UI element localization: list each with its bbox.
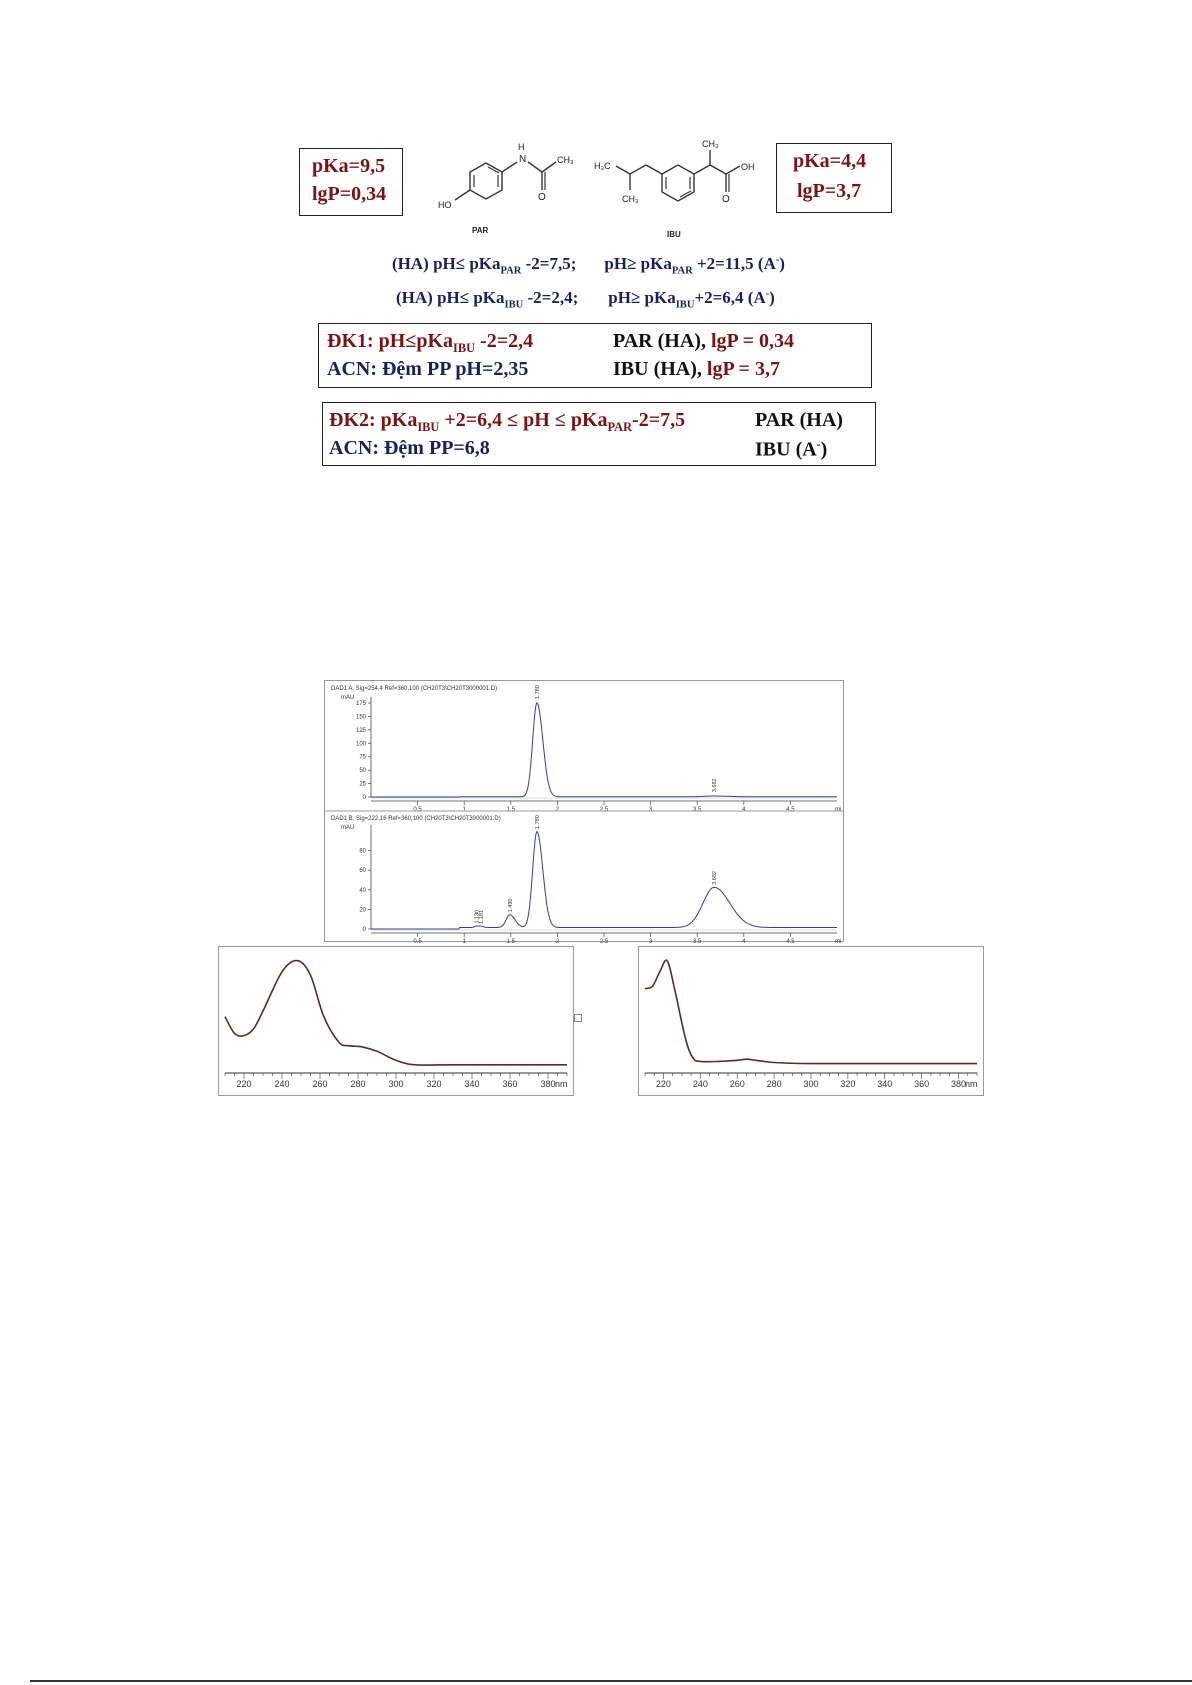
uv-spectrum-ibu-panel xyxy=(638,946,984,1096)
chromatogram-y-tick-label: 0 xyxy=(362,795,366,801)
uv-ibu-x-tick-label: 300 xyxy=(803,1079,819,1089)
uv-par-x-tick-label: 220 xyxy=(236,1079,252,1089)
chromatogram-x-tick-label: 2 xyxy=(555,807,560,813)
chromatogram-y-tick-label: 0 xyxy=(362,927,366,933)
chromatogram-x-tick-label: 1.5 xyxy=(506,807,515,813)
ibu-property-box xyxy=(776,143,892,213)
chromatogram-y-tick-label: 175 xyxy=(355,701,366,707)
chromatogram-peak-label: 1.780 xyxy=(534,685,541,699)
dk2-l1a: ĐK2: pKa xyxy=(329,409,418,431)
dk1-l1a-sub: IBU xyxy=(453,341,476,355)
dk1-l1a: ĐK1: pH≤pKa xyxy=(327,330,453,352)
chromatogram-x-tick-label: 4 xyxy=(742,807,746,813)
chromatogram-ylabel: mAU xyxy=(341,825,355,831)
page-bottom-rule xyxy=(30,1680,1192,1682)
eq2-c-sub: IBU xyxy=(675,299,695,311)
uv-ibu-spectrum-line xyxy=(645,960,977,1064)
chromatogram-y-tick-label: 125 xyxy=(355,727,366,734)
dk1-l2a: ACN: Đệm PP xyxy=(327,358,456,380)
par-property-box xyxy=(299,148,403,216)
dk2-l1b: +2=6,4 ≤ pH ≤ pKa xyxy=(439,409,608,431)
chromatogram-trace xyxy=(371,703,837,797)
dk2-l1b-sub: PAR xyxy=(607,420,633,434)
chromatogram-y-tick-label: 75 xyxy=(359,754,366,761)
chromatogram-xlabel: mi xyxy=(835,807,842,813)
uv-par-x-tick-label: 240 xyxy=(274,1079,290,1089)
eq1-c-sub: PAR xyxy=(671,265,693,277)
chromatogram-x-tick-label: 4.5 xyxy=(786,807,795,813)
eq1-a: (HA) pH≤ pKa xyxy=(392,254,501,273)
uv-par-x-tick-label: 260 xyxy=(312,1079,328,1089)
ibu-label: IBU xyxy=(667,230,681,239)
chromatogram-xlabel: mi xyxy=(835,939,842,945)
dk1-line2 xyxy=(327,358,528,381)
ibu-atom-ch3-low: CH₃ xyxy=(622,194,639,204)
equation-line-par xyxy=(392,254,785,276)
eq2-a: (HA) pH≤ pKa xyxy=(396,288,505,307)
ibu-structure xyxy=(592,138,782,244)
uv-par-x-tick-label: 320 xyxy=(426,1079,442,1089)
dk2-l2b-sup: - xyxy=(816,437,821,451)
chromatogram-peak-label: 1.490 xyxy=(507,898,514,913)
chromatogram-x-tick-label: 1.5 xyxy=(506,939,515,945)
eq1-c: pH≥ pKa xyxy=(604,254,672,273)
par-pka: pKa=9,5 xyxy=(312,155,386,177)
uv-ibu-x-tick-label: 280 xyxy=(766,1079,782,1089)
uv-ibu-x-tick-label: 220 xyxy=(655,1079,671,1089)
uv-par-x-axis-group xyxy=(225,1073,568,1089)
chromatogram-x-tick-label: 2.5 xyxy=(599,939,609,945)
eq2-d: +2=6,4 (A xyxy=(694,288,766,307)
dk2-l2c: ) xyxy=(820,438,828,461)
par-label: PAR xyxy=(472,226,489,235)
dk2-line1 xyxy=(329,409,685,435)
chromatogram-y-tick-label: 60 xyxy=(359,868,366,875)
chromatogram-peak-label: 3.682 xyxy=(712,871,719,885)
uv-spectrum-par-panel xyxy=(218,946,574,1096)
chromatogram-x-tick-label: 0.5 xyxy=(413,939,422,945)
uv-ibu-xlabel: nm xyxy=(965,1079,978,1089)
par-atom-o: O xyxy=(538,192,546,203)
chromatogram-x-tick-label: 4 xyxy=(742,939,746,945)
uv-par-x-tick-label: 380 xyxy=(540,1079,556,1089)
ibu-atom-oh: OH xyxy=(741,162,755,172)
dk1-l2d: lgP = 3,7 xyxy=(706,358,780,380)
uv-spectrum-ibu-svg xyxy=(639,947,983,1095)
uv-ibu-x-axis-group xyxy=(645,1073,978,1089)
chromatogram-y-tick-label: 40 xyxy=(359,887,366,894)
chromatogram-x-tick-label: 1 xyxy=(462,939,466,945)
uv-ibu-x-tick-label: 360 xyxy=(914,1079,930,1089)
chromatogram-peak-label: 1.130 xyxy=(474,909,481,924)
uv-par-x-tick-label: 280 xyxy=(350,1079,366,1089)
chromatogram-peak-label: 3.682 xyxy=(712,778,719,793)
dk1-line1 xyxy=(327,330,533,356)
uv-ibu-x-tick-label: 380 xyxy=(951,1079,967,1089)
eq2-e: ) xyxy=(769,288,775,307)
resize-handle-marker xyxy=(574,1014,582,1022)
chromatogram-svg xyxy=(325,681,843,945)
chromatogram-y-tick-label: 80 xyxy=(359,848,366,855)
chromatogram-y-tick-label: 25 xyxy=(359,781,366,788)
dk2-box xyxy=(322,402,876,466)
equation-line-ibu xyxy=(396,288,775,310)
eq2-d-sup: - xyxy=(765,288,770,300)
dk2-ibu-state xyxy=(755,437,827,462)
par-atom-n: N xyxy=(519,154,527,165)
dk2-l1c: -2=7,5 xyxy=(632,409,686,431)
chromatogram-x-tick-label: 3.5 xyxy=(693,939,702,945)
dk1-l2c: IBU (HA), xyxy=(613,358,707,380)
ibu-atom-ch3-top: CH₃ xyxy=(702,139,719,149)
par-atom-ho: HO xyxy=(438,200,452,210)
dk2-l1a-sub: IBU xyxy=(417,420,440,434)
par-atom-nh: H xyxy=(518,142,525,152)
chromatogram-x-tick-label: 2 xyxy=(555,939,560,945)
eq1-e: ) xyxy=(779,254,785,273)
chromatogram-trace xyxy=(371,832,837,930)
ibu-atom-o: O xyxy=(722,194,730,205)
dk1-l2b: pH=2,35 xyxy=(455,358,529,380)
par-lgp: lgP=0,34 xyxy=(312,183,387,205)
chromatogram-x-tick-label: 4.5 xyxy=(786,939,795,945)
ibu-pka: pKa=4,4 xyxy=(793,150,867,172)
uv-par-x-tick-label: 360 xyxy=(502,1079,518,1089)
dk2-par-state: PAR (HA) xyxy=(755,409,843,431)
chromatogram-y-tick-label: 150 xyxy=(355,714,366,721)
chromatogram-x-tick-label: 3.5 xyxy=(693,807,702,813)
eq1-a-sub: PAR xyxy=(500,265,522,277)
chromatogram-y-tick-label: 20 xyxy=(359,907,366,914)
chromatogram-x-tick-label: 3 xyxy=(648,807,653,813)
uv-spectrum-par-svg xyxy=(219,947,573,1095)
dk1-l1d: lgP = 0,34 xyxy=(710,330,795,352)
chromatogram-y-tick-label: 100 xyxy=(355,741,366,748)
chromatogram-x-tick-label: 2.5 xyxy=(599,807,609,813)
eq2-b: -2=2,4; xyxy=(523,288,579,307)
chromatogram-peak-label: 1.181 xyxy=(479,910,486,924)
dk1-l1c: PAR (HA), xyxy=(613,330,711,352)
dk1-condition xyxy=(327,330,534,355)
uv-ibu-x-tick-label: 240 xyxy=(692,1079,708,1089)
uv-par-x-tick-label: 300 xyxy=(388,1079,404,1089)
chromatogram-peak-label: 1.780 xyxy=(534,815,541,829)
chromatogram-1 xyxy=(331,685,841,813)
par-structure xyxy=(430,140,600,240)
uv-par-spectrum-line xyxy=(225,961,567,1066)
dk1-par-state xyxy=(613,330,794,353)
chromatogram-x-tick-label: 1 xyxy=(462,807,466,813)
eq2-c: pH≥ pKa xyxy=(608,288,676,307)
uv-par-xlabel: nm xyxy=(555,1079,568,1089)
chromatogram-panel xyxy=(324,680,844,945)
chromatogram-ylabel: mAU xyxy=(341,695,355,701)
uv-par-x-tick-label: 340 xyxy=(464,1079,480,1089)
dk1-box xyxy=(318,323,872,388)
dk1-l1b: -2=2,4 xyxy=(475,330,534,352)
chromatogram-y-tick-label: 50 xyxy=(359,768,366,775)
chromatogram-title: DAD1 B, Sig=222,16 Ref=360,100 (CH20T3\CH20T3000001.D) xyxy=(331,816,501,822)
uv-ibu-x-tick-label: 260 xyxy=(729,1079,745,1089)
par-atom-ch3: CH₃ xyxy=(557,155,574,165)
eq1-b: -2=7,5; xyxy=(521,254,577,273)
dk2-l2b: IBU (A xyxy=(755,438,817,461)
chromatogram-2 xyxy=(325,811,843,945)
dk1-ibu-state xyxy=(613,358,780,381)
ibu-lgp: lgP=3,7 xyxy=(797,180,862,202)
uv-ibu-x-tick-label: 340 xyxy=(877,1079,893,1089)
chromatogram-title: DAD1 A, Sig=254,4 Ref=360,100 (CH20T3\CH20T3000001.D) xyxy=(331,686,498,692)
chromatogram-x-tick-label: 0.5 xyxy=(413,807,422,813)
eq1-d-sup: - xyxy=(775,254,780,266)
eq2-a-sub: IBU xyxy=(504,299,524,311)
dk2-line2: ACN: Đệm PP=6,8 xyxy=(329,437,490,459)
eq1-d: +2=11,5 (A xyxy=(692,254,776,273)
ibu-atom-h3c: H₃C xyxy=(594,161,611,171)
chromatogram-x-tick-label: 3 xyxy=(648,939,653,945)
uv-ibu-x-tick-label: 320 xyxy=(840,1079,856,1089)
